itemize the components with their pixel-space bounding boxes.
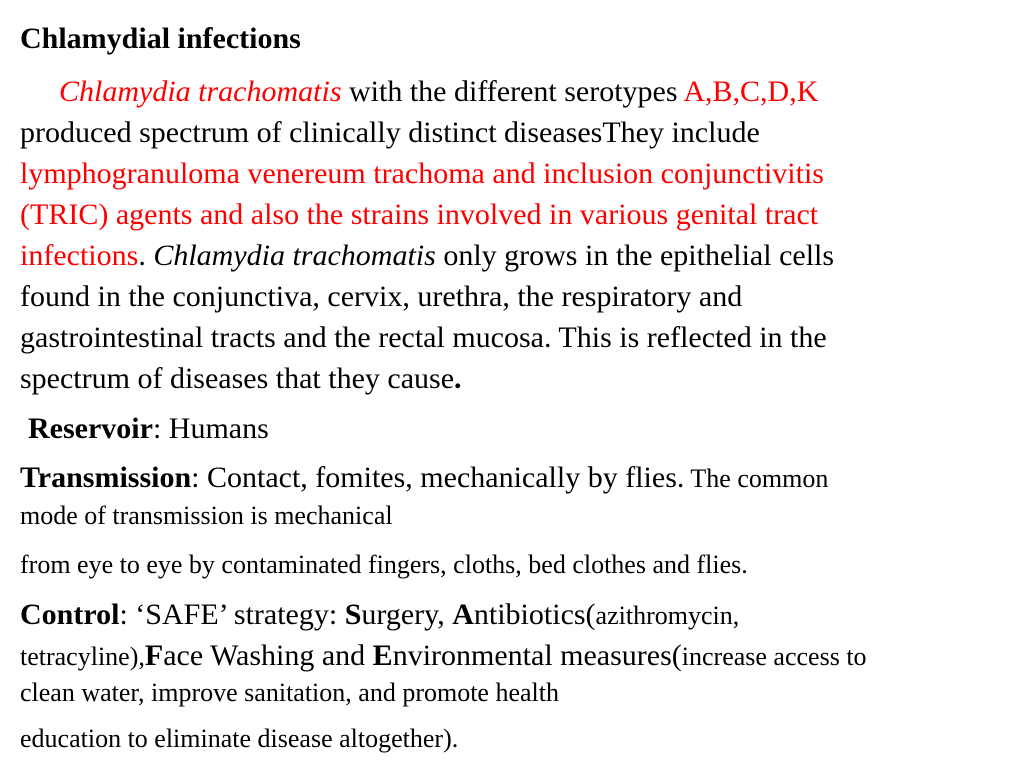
species-name: Chlamydia trachomatis [59, 75, 342, 108]
environmental-detail-2: clean water, improve sanitation, and promote health [20, 678, 559, 707]
safe-environmental: nvironmental measures( [392, 639, 682, 672]
environmental-detail-3: education to eliminate disease altogether [20, 724, 444, 753]
control-line-2 [20, 637, 1010, 676]
transmission-label: Transmission [20, 461, 192, 494]
control-safe: ‘SAFE’ strategy: [135, 598, 345, 631]
antibiotic-drug-1: azithromycin, [595, 601, 740, 630]
control-line-4 [20, 722, 1010, 756]
reservoir-label: Reservoir [28, 412, 153, 445]
transmission-value: Contact, fomites, mechanically by flies. [207, 461, 685, 494]
species-name-2: Chlamydia trachomatis [153, 239, 436, 272]
intro-end-dot: . [454, 362, 462, 395]
intro-line-6: found in the conjunctiva, cervix, urethra, the respiratory and [20, 280, 743, 313]
control-sep: : [119, 598, 136, 631]
transmission-sep: : [191, 461, 207, 494]
intro-text: with the different serotypes [341, 75, 684, 108]
slide [20, 0, 1010, 768]
intro-text-2: only grows in the epithelial cells [435, 239, 835, 272]
control-line-1 [20, 596, 1010, 635]
control-close: ). [443, 724, 459, 753]
intro-separator: . [138, 239, 154, 272]
reservoir-line [20, 410, 1018, 448]
intro-line-4: (TRIC) agents and also the strains involved in various genital tract [20, 198, 819, 231]
safe-face-washing: ace Washing and [163, 639, 373, 672]
intro-text-3: spectrum of diseases that they cause [20, 362, 455, 395]
safe-letter-e: E [372, 639, 393, 672]
reservoir-sep: : [152, 412, 169, 445]
reservoir-value: Humans [168, 412, 269, 445]
transmission-note-1: The common [684, 464, 829, 493]
antibiotic-drug-2: tetracyline), [20, 642, 145, 671]
intro-paragraph [20, 71, 1010, 399]
transmission-line [20, 459, 1010, 498]
safe-letter-f: F [144, 639, 164, 672]
intro-line-7: gastrointestinal tracts and the rectal mucosa. This is reflected in the [20, 321, 827, 354]
slide-title: Chlamydial infections [20, 22, 301, 55]
safe-letter-a: A [452, 598, 474, 631]
intro-line-2: produced spectrum of clinically distinct diseasesThey include [20, 116, 760, 149]
environmental-detail-1: increase access to [681, 642, 867, 671]
transmission-note-3: from eye to eye by contaminated fingers, cloths, bed clothes and flies. [20, 550, 748, 579]
transmission-note-2: mode of transmission is mechanical [20, 501, 393, 530]
safe-surgery: urgery, [361, 598, 453, 631]
intro-line-3: lymphogranuloma venereum trachoma and inclusion conjunctivitis [20, 157, 824, 190]
serotypes-list: A,B,C,D,K [683, 75, 819, 108]
intro-line-8 [20, 358, 1010, 399]
control-label: Control [20, 598, 120, 631]
safe-letter-s: S [344, 598, 362, 631]
intro-line-1 [20, 71, 1010, 112]
infections-word: infections [20, 239, 139, 272]
intro-line-5 [20, 235, 1010, 276]
safe-antibiotics: ntibiotics( [473, 598, 596, 631]
